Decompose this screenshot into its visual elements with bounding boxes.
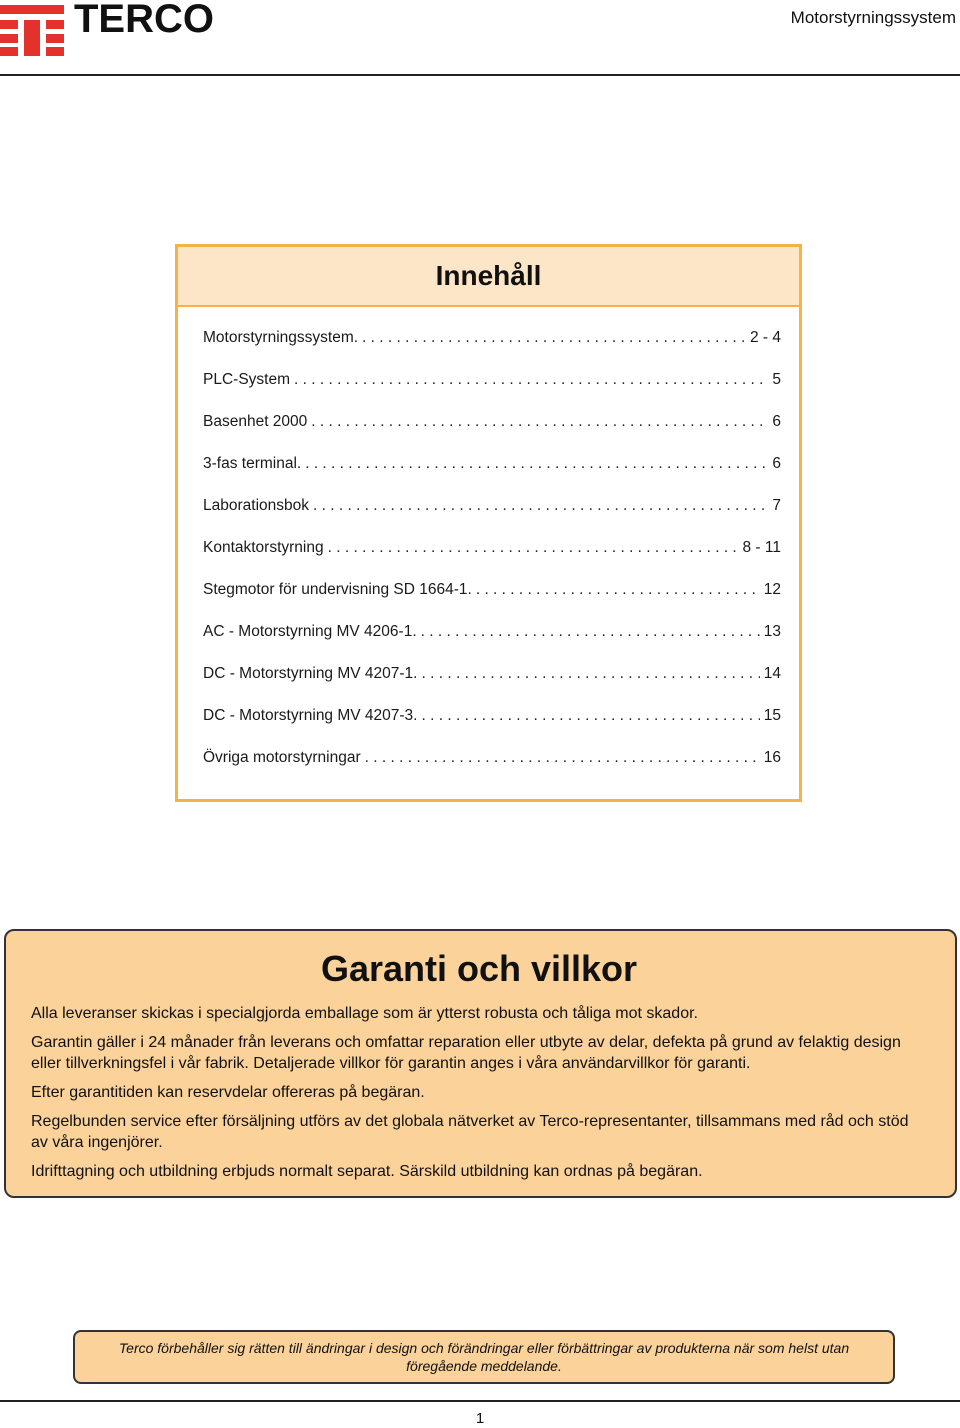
- toc-entry-page: 8 - 11: [742, 539, 781, 556]
- toc-entry-label: DC - Motorstyrning MV 4207-1.: [203, 665, 418, 682]
- toc-entry-label: Basenhet 2000: [203, 413, 308, 430]
- toc-leader-dots: [328, 539, 739, 557]
- toc-entry[interactable]: [203, 329, 781, 371]
- toc-entry[interactable]: [203, 371, 781, 413]
- logo-wordmark: TERCO: [74, 0, 214, 41]
- toc-entry-page: 5: [772, 371, 781, 388]
- footer-divider: [0, 1400, 960, 1402]
- page-number: 1: [475, 1410, 485, 1427]
- toc-entry-page: 15: [763, 707, 781, 724]
- toc-leader-dots: [294, 371, 768, 389]
- toc-entry[interactable]: [203, 497, 781, 539]
- toc-entry-label: Kontaktorstyrning: [203, 539, 324, 556]
- toc-entry-label: Motorstyrningssystem.: [203, 329, 359, 346]
- toc-entry-page: 2 - 4: [749, 329, 781, 346]
- toc-leader-dots: [421, 623, 760, 641]
- toc-leader-dots: [305, 455, 768, 473]
- toc-entry-page: 14: [763, 665, 781, 682]
- toc-list: [178, 307, 799, 791]
- terco-logo: [0, 0, 270, 60]
- toc-entry-label: Övriga motorstyrningar: [203, 749, 361, 766]
- toc-entry-label: 3-fas terminal.: [203, 455, 302, 472]
- warranty-title: Garanti och villkor: [320, 948, 638, 989]
- toc-header: [178, 247, 799, 307]
- toc-entry-page: 7: [772, 497, 781, 514]
- header-title: Motorstyrningssystem: [790, 8, 956, 27]
- toc-entry[interactable]: [203, 707, 781, 749]
- toc-entry-page: 6: [772, 455, 781, 472]
- header-divider: [0, 74, 960, 76]
- toc-entry[interactable]: [203, 413, 781, 455]
- toc-entry[interactable]: [203, 581, 781, 623]
- toc-leader-dots: [422, 707, 760, 725]
- toc-entry-page: 16: [763, 749, 781, 766]
- toc-entry-label: DC - Motorstyrning MV 4207-3.: [203, 707, 418, 724]
- toc-entry-label: PLC-System: [203, 371, 290, 388]
- toc-entry[interactable]: [203, 665, 781, 707]
- toc-entry[interactable]: [203, 749, 781, 791]
- warranty-paragraph: Regelbunden service efter försäljning utförs av det globala nätverket av Terco-representanter, tillsammans med råd och stöd av våra ingenjörer.: [31, 1113, 909, 1151]
- toc-entry[interactable]: [203, 539, 781, 581]
- toc-heading: Innehåll: [435, 260, 542, 291]
- toc-entry[interactable]: [203, 455, 781, 497]
- toc-leader-dots: [313, 497, 768, 515]
- toc-entry-label: Stegmotor för undervisning SD 1664-1.: [203, 581, 472, 598]
- warranty-paragraph: Idrifttagning och utbildning erbjuds normalt separat. Särskild utbildning kan ordnas på begäran.: [31, 1163, 703, 1180]
- toc-entry[interactable]: [203, 623, 781, 665]
- warranty-paragraph: Garantin gäller i 24 månader från leverans och omfattar reparation eller utbyte av delar, defekta på grund av felaktig design eller tillverkningsfel i vår fabrik. Detaljerade villkor för garantin anges i våra användarvillkor för garanti.: [31, 1034, 901, 1072]
- toc-leader-dots: [362, 329, 746, 347]
- toc-entry-label: Laborationsbok: [203, 497, 309, 514]
- warranty-box: [4, 929, 957, 1198]
- toc-leader-dots: [311, 413, 768, 431]
- table-of-contents: [175, 244, 802, 802]
- toc-entry-page: 6: [772, 413, 781, 430]
- warranty-paragraph: Alla leveranser skickas i specialgjorda emballage som är ytterst robusta och tåliga mot skador.: [31, 1005, 698, 1022]
- toc-leader-dots: [365, 749, 760, 767]
- disclaimer-box: [73, 1330, 895, 1384]
- toc-leader-dots: [476, 581, 760, 599]
- toc-entry-label: AC - Motorstyrning MV 4206-1.: [203, 623, 417, 640]
- toc-entry-page: 12: [763, 581, 781, 598]
- warranty-paragraph: Efter garantitiden kan reservdelar offereras på begäran.: [31, 1084, 425, 1101]
- toc-leader-dots: [422, 665, 760, 683]
- disclaimer-text: Terco förbehåller sig rätten till ändringar i design och förändringar eller förbättringar av produkterna när som helst utan föregående meddelande.: [118, 1340, 850, 1374]
- toc-entry-page: 13: [763, 623, 781, 640]
